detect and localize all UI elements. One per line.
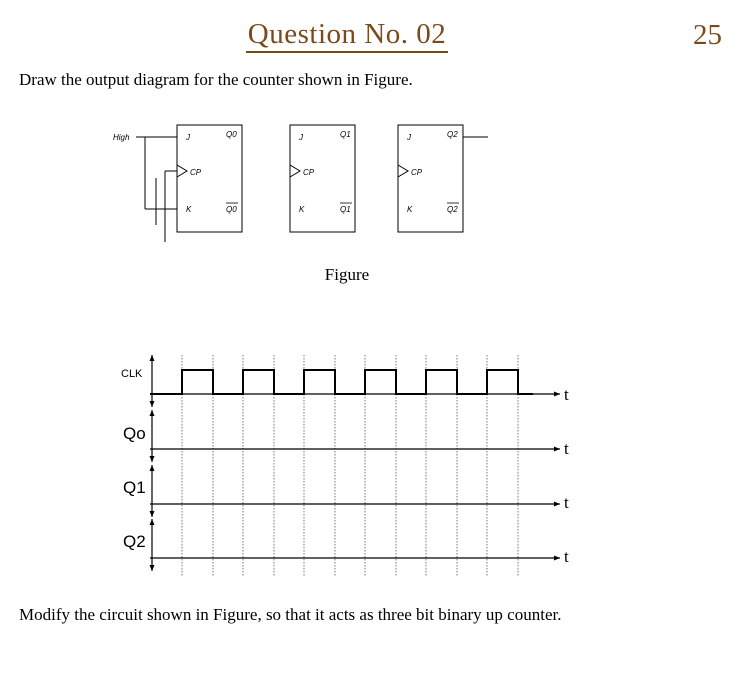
axis-arrow-down (150, 511, 155, 517)
figure-caption: Figure (324, 265, 370, 284)
q1-time-axis-label: t (564, 493, 569, 512)
instruction-text: Draw the output diagram for the counter shown in Figure. (19, 70, 413, 89)
axis-arrow-up (150, 355, 155, 361)
ff1-j-label: J (299, 133, 303, 142)
axis-arrow-down (150, 565, 155, 571)
ff2-qbar-label: Q2 (447, 205, 458, 214)
axis-arrow-up (150, 465, 155, 471)
clock-triangle-1 (290, 165, 300, 177)
clock-triangle-0 (177, 165, 187, 177)
axis-arrow-up (150, 519, 155, 525)
q0-signal-label: Qo (123, 424, 146, 443)
question-title-text: Question No. 02 (246, 18, 448, 53)
ff1-k-label: K (299, 205, 305, 214)
ff0-cp-label: CP (190, 168, 202, 177)
ff1-q-label: Q1 (340, 130, 351, 139)
clk-signal-label: CLK (121, 368, 143, 380)
clk-time-axis-label: t (564, 385, 569, 404)
timing-grid (182, 355, 518, 576)
clock-waveform (150, 370, 533, 394)
counter-circuit (113, 125, 488, 242)
ff2-q-label: Q2 (447, 130, 458, 139)
ff1-qbar-label: Q1 (340, 205, 351, 214)
time-axis-arrow (554, 502, 560, 507)
axis-arrow-down (150, 401, 155, 407)
ff0-qbar-label: Q0 (226, 205, 237, 214)
ff2-cp-label: CP (411, 168, 423, 177)
ff0-q-label: Q0 (226, 130, 237, 139)
ff2-k-label: K (407, 205, 413, 214)
time-axis-arrow (554, 447, 560, 452)
q0-time-axis-label: t (564, 439, 569, 458)
timing-axes (150, 355, 561, 571)
q1-signal-label: Q1 (123, 478, 146, 497)
high-input-label: High (113, 133, 130, 142)
ff2-j-label: J (407, 133, 411, 142)
time-axis-arrow (554, 556, 560, 561)
ff0-j-label: J (186, 133, 190, 142)
ff1-cp-label: CP (303, 168, 315, 177)
q2-time-axis-label: t (564, 547, 569, 566)
footer-instruction: Modify the circuit shown in Figure, so that it acts as three bit binary up counter. (19, 605, 562, 624)
page-number: 25 (693, 19, 722, 51)
q2-signal-label: Q2 (123, 532, 146, 551)
axis-arrow-up (150, 410, 155, 416)
flip-flop-labels (185, 130, 458, 214)
clock-triangle-2 (398, 165, 408, 177)
ff0-k-label: K (186, 205, 192, 214)
axis-arrow-down (150, 456, 155, 462)
time-axis-arrow (554, 392, 560, 397)
